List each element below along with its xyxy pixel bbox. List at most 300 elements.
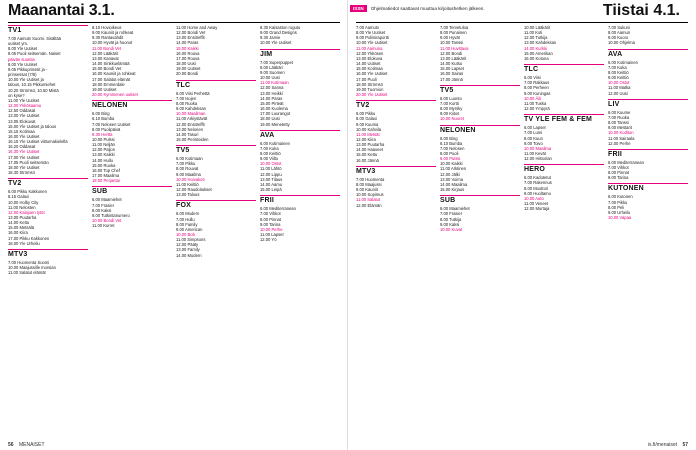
program-listing: 6.10 Bumba xyxy=(92,116,115,122)
program-listing: 8.00 Keittiö xyxy=(260,150,281,156)
program-listing: 10.00 Bob xyxy=(176,232,195,237)
program-listing: 18.00 Yle Urheilu xyxy=(8,240,40,246)
program-listing: 12.00 Lippu xyxy=(260,171,282,177)
program-listing: 6.00 Kadotetut xyxy=(524,175,551,181)
program-listing: 7.00 Kuka xyxy=(608,64,627,70)
program-listing: 11.00 Bondi Vet xyxy=(92,45,121,51)
program-listing: 9.00 Huoltamo xyxy=(524,190,551,196)
program-listing: 10.00 Pulssi xyxy=(92,136,115,142)
program-listing: 8.00 Moottori xyxy=(524,185,549,191)
program-listing: 11.00 Lähtö xyxy=(260,166,282,172)
program-listing: 17.00 Maailma xyxy=(92,173,120,179)
program-listing: 11.00 Salatut elämät xyxy=(8,270,46,276)
program-listing: 14.00 Kutsu xyxy=(440,61,463,67)
program-listing: 6.00 Kotimainen xyxy=(608,59,638,65)
program-listing: 9.00 Mestarit xyxy=(608,125,632,131)
program-listing: 11.00 Kotimaan xyxy=(260,80,289,86)
program-listing: 7.00 Pikku xyxy=(608,199,628,205)
program-listing: 15.00 Kaikki xyxy=(176,45,199,51)
program-listing: 16.00 Rouva xyxy=(176,50,200,56)
program-listing: 18.30 Strömsö xyxy=(8,170,35,176)
program-listing: 8.00 Pinnat xyxy=(260,216,281,222)
program-listing: 11.00 Metsät xyxy=(356,131,380,137)
program-listing: 10.20 Strömsö, 10.50 Mistä xyxy=(8,87,59,93)
program-listing: 12.00 Historian xyxy=(524,156,552,162)
program-listing: 14.00 Hullu xyxy=(92,157,113,163)
program-listing: 6.10 Bumba xyxy=(440,140,463,146)
program-listing: 7.00 Sukuni xyxy=(608,25,630,30)
program-listing: 16.00 Sairas xyxy=(440,71,464,77)
program-listing: 7.00 Aamutv xyxy=(356,25,380,30)
program-listing: 17.00 Luurangot xyxy=(260,111,291,117)
program-listing: 10.00 Lääkärit xyxy=(524,25,551,30)
program-listing: 17.05 Puoli seitsemän xyxy=(8,159,49,165)
program-listing: 10.00 Kahvila xyxy=(356,126,382,132)
program-listing: 9.00 Grand Designs xyxy=(260,30,297,36)
right-banner xyxy=(350,5,485,12)
program-listing: 10.00 Kuvat xyxy=(440,226,463,232)
program-listing: 11.00 Lapset xyxy=(260,232,284,237)
program-listing: 9.00 Tarina xyxy=(260,221,281,227)
program-listing: 17.00 Jännä xyxy=(440,76,463,82)
left-day-title: Maanantai 3.1. xyxy=(8,2,115,19)
right-column-3 xyxy=(524,25,604,438)
program-listing: 13.00 Elokuva xyxy=(356,55,383,61)
program-listing: 11.00 Arkiystävät xyxy=(176,116,208,122)
program-listing: 14.00 Haaveet xyxy=(356,147,383,153)
program-listing: 16.15 Yle Uutiset viittomakielellä xyxy=(8,139,68,145)
program-listing: 6.00 Luonto xyxy=(440,95,462,101)
program-listing: 15.00 Pirteät xyxy=(260,100,284,106)
program-listing: 7.00 Hullu xyxy=(176,216,195,222)
program-listing: 18.00 Emmerdale xyxy=(92,81,125,87)
program-listing: 9.30 Hertta xyxy=(92,131,113,137)
program-listing: 10.00 Yle Uutiset xyxy=(356,40,388,46)
program-listing: 7.00 Vihkot xyxy=(260,211,281,217)
program-listing: talous, 10.15 Pikkumiehet xyxy=(8,82,56,88)
program-listing: 7.00 Pikku xyxy=(176,161,196,167)
program-listing: 6.00 Kotimaan xyxy=(176,156,203,162)
program-listing: 8.30 Kaisaston rogutu xyxy=(260,25,301,30)
program-listing: 6.00 Lapset xyxy=(524,125,546,131)
program-listing: 7.00 Rakkaus xyxy=(524,80,550,86)
channel-heading: MTV3 xyxy=(356,166,436,175)
program-listing: 8.00 Lääkäri xyxy=(260,64,283,70)
program-listing: 15.00 Bondi Vet xyxy=(92,66,122,72)
program-listing: 12.00 Jälki xyxy=(440,171,460,177)
program-listing: 12.00 Raudoitukset xyxy=(176,187,212,193)
program-listing: 7.00 Isojen xyxy=(176,95,197,101)
program-listing: 11.00 Arktinen xyxy=(440,166,467,172)
program-listing: 6.00 Mediterranean xyxy=(608,159,644,165)
program-listing: 17.00 Yle Uutiset xyxy=(8,154,40,160)
program-listing: 14.00 Paras xyxy=(176,40,199,46)
program-listing: 10.00 Koditon xyxy=(608,130,634,136)
program-listing: 12.00 Ensitreffit xyxy=(176,121,205,127)
program-listing: 11.00 Kevät xyxy=(524,150,546,156)
left-header-rule xyxy=(8,22,340,23)
program-listing: 12.00 Uusi xyxy=(608,90,628,96)
channel-heading: SUB xyxy=(440,195,520,204)
program-listing: 9.00 Tarina xyxy=(608,175,629,181)
channel-heading: AVA xyxy=(260,130,340,139)
right-page-number: 57 xyxy=(682,442,688,448)
program-listing: 14.00 Sinkkuelämää xyxy=(92,61,130,67)
program-listing: 9.30 Rantavahdit xyxy=(92,35,124,41)
program-listing: 13.00 Kaikki xyxy=(92,152,115,158)
program-listing: 15.00 Leipä xyxy=(260,187,282,193)
program-listing: 15.00 Kirjaus xyxy=(440,187,465,193)
program-listing: 13.00 Family xyxy=(176,247,200,253)
left-column-3 xyxy=(176,25,256,438)
program-listing: 9.00 Poliisiraportti xyxy=(356,35,389,41)
program-listing: 18.00 Yle Uutiset xyxy=(8,164,40,170)
program-listing: 11.00 Tuska xyxy=(524,100,547,106)
program-listing: 10.00 Maailman xyxy=(176,111,206,117)
channel-heading: LIV xyxy=(608,99,688,108)
program-listing: 8.00 Tanssi xyxy=(608,120,629,126)
program-listing: 12.00 Ykkösaamu xyxy=(8,103,42,109)
program-listing: 18.00 Strömsö xyxy=(356,81,383,87)
program-listing: 19.00 Menetetty xyxy=(260,121,290,127)
program-listing: 8.00 Yle Uutiset xyxy=(356,30,386,36)
program-listing: 20.00 Kymmenen uutiset xyxy=(92,92,138,98)
banner-tag: ISSN xyxy=(350,5,367,12)
program-listing: 13.00 Puutarha xyxy=(8,215,37,220)
program-listing: 10.00 Hoivakoti xyxy=(176,176,205,182)
program-listing: 10.00 Uusi xyxy=(260,75,280,81)
program-listing: 6.00 Kuume xyxy=(608,109,631,115)
right-schedule-columns xyxy=(356,25,688,438)
channel-heading: TLC xyxy=(524,64,604,73)
program-listing: 11.00 Home and Away xyxy=(176,25,218,30)
program-listing: 17.00 Rouva xyxy=(176,55,200,61)
channel-heading: JIM xyxy=(260,49,340,58)
left-page-number: 56 xyxy=(8,442,14,448)
program-listing: 11.00 Yle Uutiset xyxy=(8,97,40,103)
program-listing: 7.00 Ruoka xyxy=(608,114,630,120)
program-listing: 11.00 Veneet xyxy=(524,201,549,207)
channel-heading: TV YLE FEM & FEM xyxy=(524,114,604,123)
program-listing: 15.00 Kettu xyxy=(356,152,378,158)
program-listing: 14.00 Modern xyxy=(176,252,202,258)
program-listing: 7.00 Vihkot xyxy=(608,164,629,170)
channel-heading: SUB xyxy=(92,186,172,195)
program-listing: 8.00 Maajussi xyxy=(356,181,382,187)
program-listing: 7.00 Frasier xyxy=(440,211,463,217)
program-listing: 9.00 Kauniit ja rohkeat xyxy=(92,30,134,36)
program-listing: 8.00 Ruoka xyxy=(176,100,198,106)
program-listing: 7.00 Kuka xyxy=(260,145,279,151)
program-listing: 8.00 Aamun xyxy=(608,30,631,36)
program-listing: 12.00 Tutkija xyxy=(524,35,548,41)
program-listing: 13.00 Yle Uutiset xyxy=(8,113,40,119)
program-listing: 12.00 Bondi xyxy=(440,50,463,56)
program-listing: 17.00 Puoli xyxy=(356,76,377,82)
program-listing: 11.00 Salatut xyxy=(356,197,381,203)
channel-heading: KUTONEN xyxy=(608,183,688,192)
program-listing: 9.00 Kahdeksan xyxy=(176,106,206,112)
right-header-rule xyxy=(356,22,688,23)
program-listing: 9.00 Tutkintanumero xyxy=(92,212,130,218)
program-listing: 6.00 Modern xyxy=(176,211,200,217)
program-listing: 12.00 Lääkärit xyxy=(92,50,119,56)
channel-heading: TV1 xyxy=(8,25,88,34)
program-listing: 9.00 Maailma xyxy=(176,171,201,177)
program-listing: 14.00 Kettu xyxy=(8,220,30,226)
program-listing: 8.00 Myrsky xyxy=(440,106,463,112)
program-listing: 9.00 Viilto xyxy=(260,156,279,162)
program-listing: 10.00 Auto xyxy=(524,195,544,201)
program-listing: 9.00 Kuuma xyxy=(356,121,379,127)
left-schedule-columns xyxy=(8,25,340,438)
program-listing: 8.00 Pinnat xyxy=(608,170,629,176)
program-listing: 15.00 Perinteiden xyxy=(176,136,209,142)
program-listing: prinsessat (7/8) xyxy=(8,72,37,78)
program-listing: 10.00 Bondi Vet xyxy=(92,218,122,223)
page-gutter xyxy=(347,0,348,450)
program-listing: 8.00 Yle Uutiset xyxy=(8,61,38,67)
program-listing: 15.00 Amerikan xyxy=(524,50,553,56)
program-listing: 12.00 Pääty xyxy=(176,242,199,248)
program-listing: 6.00 Maamiehet xyxy=(440,206,470,212)
program-listing: 18.00 Perjantai xyxy=(92,178,120,184)
program-listing: 9.00 Toivo xyxy=(524,140,543,146)
program-listing: 8.00 Tutkija xyxy=(440,216,462,222)
right-footer xyxy=(648,442,688,448)
program-listing: 11.00 Aamuna xyxy=(356,45,383,51)
program-listing: 10.00 Vapaa xyxy=(608,215,632,221)
program-listing: 11.00 Huvittava xyxy=(440,45,469,51)
program-listing: 9.00 Keittiö xyxy=(608,75,629,81)
program-listing: 6.00 Mediterranean xyxy=(260,206,296,212)
program-listing: 6.00 Viisi xyxy=(524,75,541,81)
program-listing: 7.00 Kortti xyxy=(440,100,459,106)
program-listing: 12.00 Kalajoen tytöt xyxy=(8,209,45,215)
left-footer-text: MENAISET xyxy=(18,442,45,448)
right-page-header xyxy=(348,0,688,22)
program-listing: 8.00 Galaxi xyxy=(356,116,377,122)
program-listing: 13.00 Nelonen xyxy=(176,126,203,132)
program-listing: 9.00 Hyvät xyxy=(440,35,460,41)
program-listing: 12.00 Ympyrä xyxy=(524,106,550,112)
banner-text: Ohjelmatiedot saattavat muuttua kirjoitushetken jälkeen. xyxy=(370,6,485,11)
program-listing: 16.00 Kauniit ja rohkeat xyxy=(92,71,136,77)
program-listing: 7.00 Rakennus xyxy=(524,180,552,186)
program-listing: 13.00 Kanavat xyxy=(92,55,119,61)
program-listing: 16.00 Kuolema xyxy=(260,106,288,112)
left-column-4 xyxy=(260,25,340,438)
program-listing: 8.10 Hovioikeus xyxy=(92,25,122,30)
left-column-2 xyxy=(92,25,172,438)
program-listing: 16.00 Kotona xyxy=(524,55,549,61)
channel-heading: MTV3 xyxy=(8,249,88,258)
program-listing: 10.00 Ostot xyxy=(260,161,282,167)
program-listing: 13.00 Lääkärit xyxy=(440,55,467,61)
program-listing: 8.00 Puoli xyxy=(440,150,459,156)
program-listing: 8.05 Puoli seitsemän. Naiset xyxy=(8,51,61,57)
program-listing: 12.00 Ykkösen xyxy=(356,50,384,56)
program-listing: 8.00 Kaksi xyxy=(92,207,112,213)
program-listing: 8.00 Puolipäivä xyxy=(92,126,121,132)
program-listing: 12.00 Kiira xyxy=(356,136,376,142)
program-listing: 16.00 Kiira xyxy=(8,230,28,236)
program-listing: 9.00 Kuningas xyxy=(524,90,551,96)
program-listing: 12.50 Oddasat xyxy=(8,108,36,114)
program-listing: 13.00 Heikki xyxy=(260,90,283,96)
program-listing: 8.00 Family xyxy=(176,221,198,227)
program-listing: 8.00 Keittiö xyxy=(608,69,629,75)
program-listing: 14.00 Aamu xyxy=(260,181,283,187)
program-listing: 10.00 Maailma xyxy=(524,145,552,151)
program-listing: 20.00 Bondi xyxy=(176,71,199,77)
channel-heading: TLC xyxy=(176,80,256,89)
program-listing: 9.00 Pulssi xyxy=(440,156,461,162)
program-listing: 9.00 Kuoro xyxy=(608,35,629,41)
program-listing: 14.00 Paras xyxy=(260,95,283,101)
program-listing: 9.30 Jamie xyxy=(260,35,281,41)
program-listing: 12.00 Paljon xyxy=(92,147,116,153)
program-listing: 18.00 Uusi xyxy=(176,61,196,67)
program-listing: 15.00 Lapset xyxy=(440,66,464,72)
right-column-2 xyxy=(440,25,520,438)
program-listing: 7.00 Superpuppet xyxy=(260,59,293,65)
program-listing: 6.00 Kutonen xyxy=(608,194,633,200)
program-listing: 6.00 Kotimainen xyxy=(260,140,290,146)
program-listing: 7.00 Huomenta xyxy=(356,176,385,182)
program-listing: 6.00 Maamiehet xyxy=(92,197,122,203)
program-listing: 15.00 Kotimaa xyxy=(356,66,383,72)
program-listing: 8.00 Rouvat xyxy=(176,166,199,172)
program-listing: 7.00 Huomenta Suomi xyxy=(8,259,50,265)
program-listing: 10.00 Yle Uutiset ja xyxy=(8,77,44,83)
program-listing: 10.00 Kaikki xyxy=(440,161,463,167)
program-listing: 6.00 Pikku xyxy=(356,111,376,117)
program-listing: 13.00 Talous xyxy=(176,192,200,198)
program-listing: 13.00 Puutarha xyxy=(356,142,385,148)
program-listing: 11.00 Sairaala xyxy=(608,135,635,141)
program-listing: 10.00 Maajussille morsian xyxy=(8,265,56,271)
program-listing: 14.00 Kurkki xyxy=(524,45,548,51)
program-listing: 10.00 Äiti xyxy=(524,95,542,101)
program-listing: 9.05 Pikkuprinssit ja - xyxy=(8,66,48,72)
program-listing: 16.00 Jännä xyxy=(356,157,379,163)
right-column-1 xyxy=(356,25,436,438)
program-listing: 17.00 Salatut elämät xyxy=(92,76,130,82)
program-listing: 7.00 Frasier xyxy=(92,202,115,208)
right-column-4 xyxy=(608,25,688,438)
program-listing: 9.00 Suomen xyxy=(260,69,285,75)
channel-heading: TV5 xyxy=(176,145,256,154)
channel-heading: TV2 xyxy=(356,100,436,109)
program-listing: 11.00 Nelosten xyxy=(8,204,36,210)
program-listing: 12.00 Yö xyxy=(260,237,277,243)
program-listing: 9.00 Kiitos xyxy=(440,111,460,117)
program-listing: 14.00 Tasuri xyxy=(176,131,199,137)
program-listing: 11.00 Matka xyxy=(608,85,631,91)
program-listing: 11.00 Simpsons xyxy=(176,237,206,243)
program-listing: 10.00 Perhe xyxy=(260,226,283,232)
program-listing: 10.00 Nuoret xyxy=(440,116,464,122)
program-listing: 12.00 Perhe xyxy=(608,140,631,146)
program-listing: 13.05 Elokuvat xyxy=(8,118,36,124)
program-listing: 8.00 Kuun xyxy=(524,135,543,141)
program-listing: 11.00 Neljän xyxy=(92,142,115,148)
program-listing: 16.30 Yle Uutiset xyxy=(8,149,40,155)
program-listing: 8.00 Peli xyxy=(608,204,625,210)
program-listing: 16.20 Oddasat xyxy=(8,144,36,150)
program-listing: 13.00 Tilaus xyxy=(260,176,283,182)
program-listing: 20.00 Yle Uutiset xyxy=(356,92,388,98)
program-listing: 15.15 Kotimaa xyxy=(8,128,35,134)
program-listing: 6.00 Bing xyxy=(440,135,458,141)
program-listing: on kyse? xyxy=(8,92,25,98)
channel-heading: AVA xyxy=(608,49,688,58)
program-listing: 10.00 Hyvät ja huonot xyxy=(92,40,133,46)
left-footer xyxy=(8,442,45,448)
right-day-title: Tiistai 4.1. xyxy=(602,2,680,19)
program-listing: 19.00 Uutiset xyxy=(92,86,117,92)
program-listing: päivän suuntia xyxy=(8,56,35,62)
channel-heading: FOX xyxy=(176,200,256,209)
program-listing: 6.00 Pikku Kakkonen xyxy=(8,189,47,195)
program-listing: 7.00 Aamutv Suomi. Sisältää xyxy=(8,36,61,41)
program-listing: 9.00 Kauniit xyxy=(356,187,378,193)
program-listing: 14.00 Uutiset xyxy=(356,61,381,67)
program-listing: 11.00 Kurret xyxy=(92,223,115,229)
program-listing: 6.00 Viisi Perhettä xyxy=(176,90,210,96)
program-listing: 15.00 Ruoka xyxy=(92,162,116,168)
program-listing: 6.00 Bing xyxy=(92,111,110,117)
program-listing: 12.00 Bondi Vet xyxy=(176,30,206,36)
left-column-1 xyxy=(8,25,88,438)
program-listing: 10.00 Sopimus xyxy=(356,192,384,198)
program-listing: 10.00 Holby City xyxy=(8,199,39,205)
program-listing: uutiset ym. xyxy=(8,41,29,47)
program-listing: 16.00 Yle Uutiset xyxy=(356,71,388,77)
program-listing: 12.00 Murtaja xyxy=(524,206,550,212)
program-listing: 7.00 Nelosen xyxy=(440,145,465,151)
program-listing: 15.00 Metsälä xyxy=(8,225,35,231)
channel-heading: NELONEN xyxy=(92,100,172,109)
program-listing: 8.15 Galaxi xyxy=(8,194,29,200)
program-listing: 7.00 Tervetuloa xyxy=(440,25,469,30)
program-listing: 8.00 Perheen xyxy=(524,85,549,91)
program-listing: 8.00 Yle Uutiset xyxy=(8,46,38,52)
program-listing: 12.00 Elämän xyxy=(356,202,382,208)
program-listing: 10.00 Ostot xyxy=(608,80,630,86)
program-listing: 19.00 Uutiset xyxy=(176,66,201,72)
channel-heading: FRII xyxy=(260,195,340,204)
channel-heading: NELONEN xyxy=(440,125,520,134)
program-listing: 7.00 Nelosen Uutiset xyxy=(92,121,131,127)
program-listing: 13.00 Ensitreffit xyxy=(176,35,205,41)
program-listing: 16.00 Yle Uutiset xyxy=(8,133,40,139)
program-listing: 9.00 Kaksi xyxy=(440,221,460,227)
program-listing: 7.00 Lumi xyxy=(524,130,543,136)
program-listing: 10.00 Tanssi xyxy=(440,40,464,46)
program-listing: 18.00 Uusi xyxy=(260,116,280,122)
program-listing: 11.00 Koti xyxy=(524,30,543,36)
right-footer-text: is.fi/menaiset xyxy=(647,442,678,448)
program-listing: 17.00 Pikku Kakkonen xyxy=(8,235,50,241)
program-listing: 8.00 Punainen xyxy=(440,30,467,36)
program-listing: 16.00 Top Chef xyxy=(92,167,121,173)
channel-heading: FRII xyxy=(608,149,688,158)
program-listing: 13.00 Voima xyxy=(440,176,464,182)
program-listing: 15.00 Yle Uutiset ja talous xyxy=(8,123,57,129)
program-listing: 10.00 Yle Uutiset xyxy=(260,40,292,46)
